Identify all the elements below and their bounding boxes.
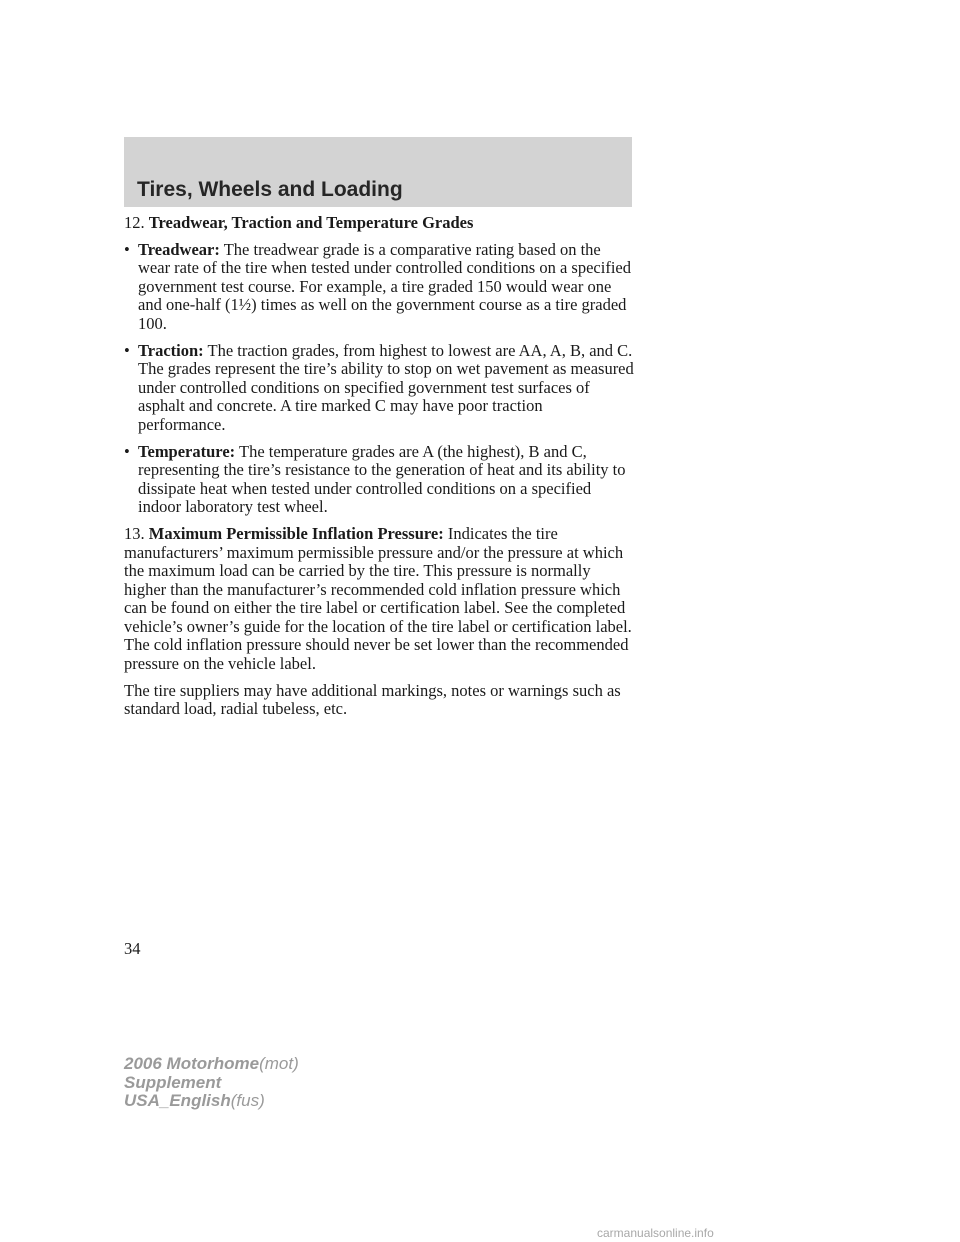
bullet-dot: • [124, 239, 130, 259]
item-12-title: Treadwear, Traction and Temperature Grades [148, 213, 474, 232]
bullet-traction [124, 342, 634, 435]
page-content [124, 214, 634, 727]
page-number: 34 [124, 939, 141, 958]
traction-text: The traction grades, from highest to lowest are AA, A, B, and C. The grades represent the tire’s ability to stop on wet pavement as measured under controlled conditions on specified government test surfaces of asphalt and concrete. A tire marked C may have poor traction performance. [138, 340, 634, 434]
temperature-term: Temperature: [138, 441, 236, 461]
footer-edition [124, 1055, 299, 1111]
temperature-text: The temperature grades are A (the highest), B and C, representing the tire’s resistance to the generation of heat and its ability to dissipate heat when tested under controlled conditions on a specified indoor laboratory test wheel. [138, 441, 626, 517]
section-title: Tires, Wheels and Loading [137, 178, 403, 201]
footer-model-code: (mot) [259, 1054, 299, 1073]
item-12-number: 12. [124, 213, 145, 232]
treadwear-term: Treadwear: [138, 239, 220, 259]
footer-language-code: (fus) [230, 1091, 265, 1110]
bullet-temperature [124, 443, 634, 517]
footer-line-2: Supplement [124, 1072, 222, 1092]
bullet-dot: • [124, 441, 130, 461]
item-13-number: 13. [124, 523, 145, 543]
closing-paragraph: The tire suppliers may have additional markings, notes or warnings such as standard load, radial tubeless, etc. [124, 680, 621, 719]
item-13-paragraph [124, 525, 634, 674]
footer-line-1 [124, 1055, 299, 1074]
bullet-dot: • [124, 340, 130, 360]
treadwear-text: The treadwear grade is a comparative rating based on the wear rate of the tire when tested under controlled conditions on a specified government test course. For example, a tire graded 150 would wear one and one-half (1½) times as well on the government course as a tire graded 100. [138, 239, 631, 333]
item-12-heading [124, 214, 634, 233]
footer-line-3 [124, 1092, 299, 1111]
item-13-text: Indicates the tire manufacturers’ maximum permissible pressure and/or the pressure at which the maximum load can be carried by the tire. This pressure is normally higher than the manufacturer’s recommended cold inflation pressure which can be found on either the tire label or certification label. See the completed vehicle’s owner’s guide for the location of the tire label or certification label. The cold inflation pressure should never be set lower than the recommended pressure on the vehicle label. [124, 523, 632, 674]
bullet-treadwear [124, 241, 634, 334]
traction-term: Traction: [138, 340, 204, 360]
footer-model: 2006 Motorhome [124, 1054, 260, 1073]
item-13-title: Maximum Permissible Inflation Pressure: [148, 523, 444, 543]
footer-language: USA_English [124, 1091, 231, 1110]
watermark: carmanualsonline.info [597, 1226, 714, 1240]
